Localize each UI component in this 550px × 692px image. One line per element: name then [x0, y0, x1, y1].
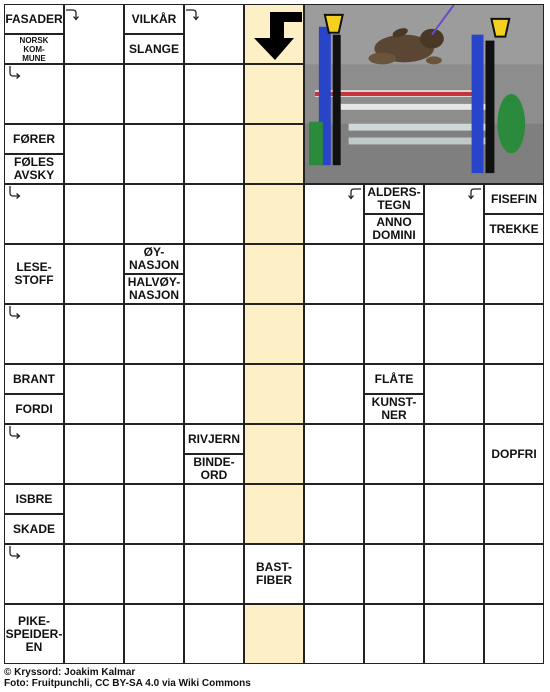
answer-cell[interactable] [244, 64, 304, 124]
puzzle-photo [304, 4, 544, 184]
clue-dopfri: DOPFRI [484, 424, 544, 484]
answer-cell[interactable] [244, 484, 304, 544]
answer-cell[interactable] [304, 544, 364, 604]
clue-brant: BRANT [4, 364, 64, 394]
answer-cell[interactable] [364, 604, 424, 664]
answer-cell[interactable] [424, 244, 484, 304]
answer-cell[interactable] [124, 304, 184, 364]
answer-cell[interactable] [304, 364, 364, 424]
clue-halvoynasjon: HALVØY- NASJON [124, 274, 184, 304]
clue-oynasjon: ØY- NASJON [124, 244, 184, 274]
answer-cell[interactable] [304, 244, 364, 304]
answer-cell[interactable] [184, 544, 244, 604]
clue-skade: SKADE [4, 514, 64, 544]
clue-forer: FØRER [4, 124, 64, 154]
answer-cell[interactable] [244, 424, 304, 484]
clue-isbre: ISBRE [4, 484, 64, 514]
clue-foles-avsky: FØLES AVSKY [4, 154, 64, 184]
answer-cell[interactable] [64, 304, 124, 364]
answer-cell[interactable] [184, 64, 244, 124]
clue-norsk-kommune: NORSK KOM- MUNE [4, 34, 64, 64]
clue-vilkar: VILKÅR [124, 4, 184, 34]
answer-cell[interactable] [64, 184, 124, 244]
arrow-down-right-icon [7, 185, 21, 199]
answer-cell[interactable] [124, 544, 184, 604]
answer-cell[interactable] [424, 364, 484, 424]
solution-arrow-icon [248, 10, 302, 62]
answer-cell[interactable] [424, 544, 484, 604]
answer-cell[interactable] [184, 124, 244, 184]
answer-cell[interactable] [244, 364, 304, 424]
answer-cell[interactable] [124, 184, 184, 244]
answer-cell[interactable] [424, 304, 484, 364]
answer-cell[interactable] [244, 604, 304, 664]
clue-alderstegn: ALDERS- TEGN [364, 184, 424, 214]
arrow-down-right-icon [7, 305, 21, 319]
answer-cell[interactable] [364, 484, 424, 544]
answer-cell[interactable] [64, 364, 124, 424]
answer-cell[interactable] [244, 304, 304, 364]
answer-cell[interactable] [184, 484, 244, 544]
arrow-left-down-icon [468, 186, 482, 200]
answer-cell[interactable] [64, 124, 124, 184]
answer-cell[interactable] [244, 124, 304, 184]
clue-kunstner: KUNST- NER [364, 394, 424, 424]
answer-cell[interactable] [484, 484, 544, 544]
answer-cell[interactable] [64, 544, 124, 604]
answer-cell[interactable] [124, 604, 184, 664]
answer-cell[interactable] [304, 304, 364, 364]
answer-cell[interactable] [424, 604, 484, 664]
clue-pikespeideren: PIKE- SPEIDER- EN [4, 604, 64, 664]
arrow-right-down-icon [185, 7, 199, 21]
crossword-board [4, 4, 544, 664]
answer-cell[interactable] [64, 244, 124, 304]
clue-slange: SLANGE [124, 34, 184, 64]
clue-lesestoff: LESE- STOFF [4, 244, 64, 304]
clue-bindeord: BINDE- ORD [184, 454, 244, 484]
answer-cell[interactable] [184, 364, 244, 424]
answer-cell[interactable] [484, 244, 544, 304]
arrow-down-right-icon [7, 425, 21, 439]
answer-cell[interactable] [184, 304, 244, 364]
answer-cell[interactable] [184, 244, 244, 304]
credit-crossword: © Kryssord: Joakim Kalmar [4, 667, 136, 678]
answer-cell[interactable] [64, 424, 124, 484]
clue-trekke: TREKKE [484, 214, 544, 244]
answer-cell[interactable] [124, 484, 184, 544]
clue-fordi: FORDI [4, 394, 64, 424]
answer-cell[interactable] [124, 64, 184, 124]
answer-cell[interactable] [244, 244, 304, 304]
answer-cell[interactable] [364, 304, 424, 364]
answer-cell[interactable] [364, 244, 424, 304]
arrow-down-right-icon [7, 545, 21, 559]
clue-fisefin: FISEFIN [484, 184, 544, 214]
answer-cell[interactable] [424, 484, 484, 544]
answer-cell[interactable] [124, 424, 184, 484]
answer-cell[interactable] [484, 364, 544, 424]
answer-cell[interactable] [304, 604, 364, 664]
answer-cell[interactable] [184, 184, 244, 244]
answer-cell[interactable] [424, 424, 484, 484]
clue-rivjern: RIVJERN [184, 424, 244, 454]
answer-cell[interactable] [364, 544, 424, 604]
clue-anno-domini: ANNO DOMINI [364, 214, 424, 244]
answer-cell[interactable] [64, 484, 124, 544]
clue-bastfiber: BAST- FIBER [244, 544, 304, 604]
answer-cell[interactable] [304, 484, 364, 544]
credit-photo: Foto: Fruitpunchli, CC BY-SA 4.0 via Wiki Commons [4, 678, 251, 689]
answer-cell[interactable] [304, 424, 364, 484]
arrow-down-right-icon [7, 65, 21, 79]
answer-cell[interactable] [64, 64, 124, 124]
answer-cell[interactable] [484, 604, 544, 664]
answer-cell[interactable] [364, 424, 424, 484]
answer-cell[interactable] [64, 604, 124, 664]
credits [4, 667, 251, 689]
clue-fasader: FASADER [4, 4, 64, 34]
answer-cell[interactable] [484, 304, 544, 364]
answer-cell[interactable] [244, 184, 304, 244]
answer-cell[interactable] [184, 604, 244, 664]
arrow-left-down-icon [348, 186, 362, 200]
arrow-right-down-icon [65, 7, 79, 21]
rabbit-jumping-hurdle-icon [305, 5, 543, 183]
answer-cell[interactable] [124, 124, 184, 184]
answer-cell[interactable] [484, 544, 544, 604]
clue-flate: FLÅTE [364, 364, 424, 394]
answer-cell[interactable] [124, 364, 184, 424]
